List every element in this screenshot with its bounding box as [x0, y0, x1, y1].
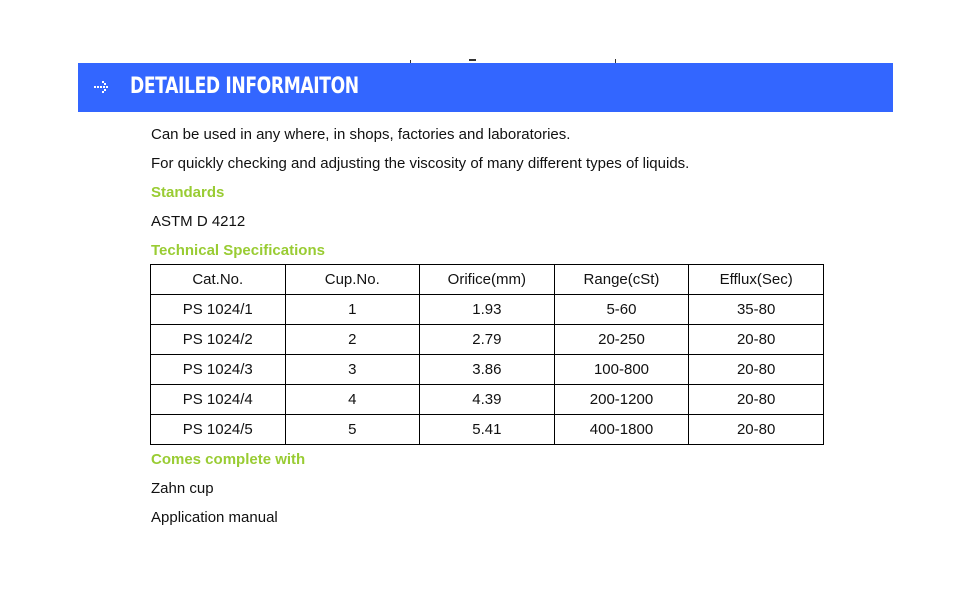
spec-table	[150, 264, 824, 445]
cell-orifice: 5.41	[420, 415, 555, 445]
product-description	[151, 120, 911, 265]
included-items-section	[151, 445, 305, 532]
table-row	[151, 355, 824, 385]
cell-cup-no: 4	[285, 385, 420, 415]
intro-line-2: For quickly checking and adjusting the viscosity of many different types of liquids.	[151, 155, 690, 172]
column-header-efflux: Efflux(Sec)	[689, 265, 824, 295]
cell-cup-no: 5	[285, 415, 420, 445]
cell-efflux: 35-80	[689, 295, 824, 325]
cell-range: 400-1800	[554, 415, 689, 445]
table-row	[151, 415, 824, 445]
intro-line-1: Can be used in any where, in shops, factories and laboratories.	[151, 126, 571, 143]
table-row	[151, 295, 824, 325]
column-header-range: Range(cSt)	[554, 265, 689, 295]
cell-range: 200-1200	[554, 385, 689, 415]
cell-orifice: 3.86	[420, 355, 555, 385]
included-item: Application manual	[151, 509, 278, 526]
table-row	[151, 325, 824, 355]
standards-value: ASTM D 4212	[151, 213, 246, 230]
cutoff-text-fragments	[0, 55, 963, 63]
cell-orifice: 2.79	[420, 325, 555, 355]
cell-range: 100-800	[554, 355, 689, 385]
cell-range: 20-250	[554, 325, 689, 355]
cell-cat-no: PS 1024/3	[151, 355, 286, 385]
standards-heading: Standards	[151, 184, 225, 201]
table-header-row	[151, 265, 824, 295]
cell-efflux: 20-80	[689, 415, 824, 445]
cell-orifice: 1.93	[420, 295, 555, 325]
column-header-cat-no: Cat.No.	[151, 265, 286, 295]
cell-efflux: 20-80	[689, 355, 824, 385]
banner-title: DETAILED INFORMAITON	[130, 74, 359, 99]
dotted-arrow-right-icon	[93, 79, 111, 95]
column-header-orifice: Orifice(mm)	[420, 265, 555, 295]
column-header-cup-no: Cup.No.	[285, 265, 420, 295]
cell-cat-no: PS 1024/4	[151, 385, 286, 415]
cell-cat-no: PS 1024/2	[151, 325, 286, 355]
cell-cat-no: PS 1024/1	[151, 295, 286, 325]
cell-efflux: 20-80	[689, 385, 824, 415]
comes-complete-heading: Comes complete with	[151, 451, 306, 468]
table-row	[151, 385, 824, 415]
included-item: Zahn cup	[151, 480, 214, 497]
cell-cup-no: 2	[285, 325, 420, 355]
cell-efflux: 20-80	[689, 325, 824, 355]
cell-orifice: 4.39	[420, 385, 555, 415]
section-banner	[78, 63, 893, 112]
tech-specs-heading: Technical Specifications	[151, 242, 325, 259]
cell-cup-no: 1	[285, 295, 420, 325]
cell-cup-no: 3	[285, 355, 420, 385]
cell-cat-no: PS 1024/5	[151, 415, 286, 445]
cell-range: 5-60	[554, 295, 689, 325]
